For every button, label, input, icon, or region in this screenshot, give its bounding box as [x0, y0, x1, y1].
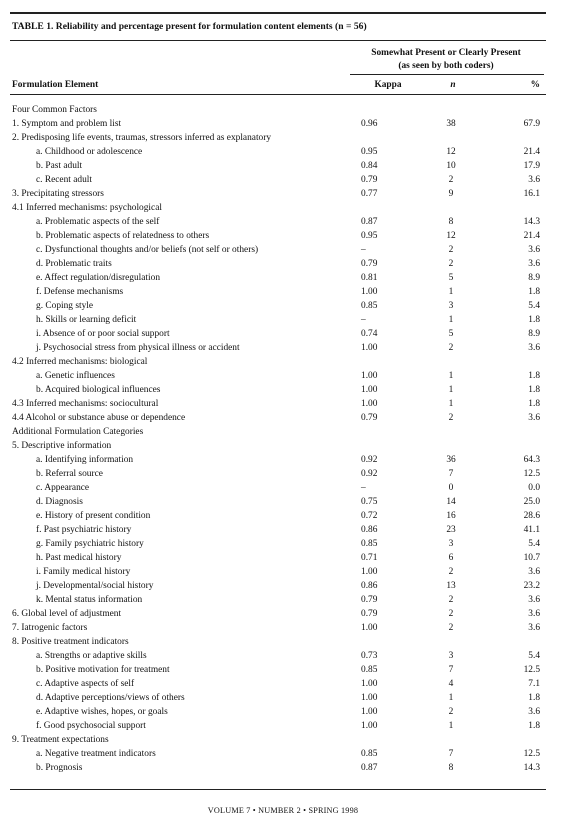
table-row: [10, 495, 546, 509]
row-label: 4.2 Inferred mechanisms: biological: [12, 357, 148, 367]
row-kappa: 0.79: [361, 595, 378, 605]
row-kappa: 0.86: [361, 581, 378, 591]
table-row: [10, 299, 546, 313]
table-title: TABLE 1. Reliability and percentage present for formulation content elements (n = 56): [12, 21, 367, 32]
table-row: [10, 537, 546, 551]
row-label: e. History of present condition: [36, 511, 151, 521]
row-percent: 23.2: [523, 581, 540, 591]
row-n: 6: [448, 553, 454, 563]
row-percent: 3.6: [528, 175, 540, 185]
row-label: 3. Precipitating stressors: [12, 189, 104, 199]
row-percent: 1.8: [528, 399, 540, 409]
row-percent: 67.9: [523, 119, 540, 129]
row-percent: 1.8: [528, 371, 540, 381]
row-n: 14: [446, 497, 456, 507]
row-label: f. Past psychiatric history: [36, 525, 132, 535]
row-kappa: 1.00: [361, 287, 378, 297]
span-header-line2: (as seen by both coders): [398, 60, 494, 71]
row-percent: 14.3: [523, 217, 540, 227]
row-percent: 1.8: [528, 315, 540, 325]
row-kappa: 0.71: [361, 553, 378, 563]
row-percent: 3.6: [528, 595, 540, 605]
table-container: [10, 12, 546, 790]
row-n: 1: [448, 721, 454, 731]
span-header-line1: Somewhat Present or Clearly Present: [371, 48, 521, 58]
row-kappa: 0.79: [361, 175, 378, 185]
bottom-rule: [10, 789, 546, 790]
row-percent: 5.4: [528, 651, 540, 661]
table-row: [10, 691, 546, 705]
row-kappa: 0.81: [361, 273, 378, 283]
table-row: [10, 551, 546, 565]
row-n: 5: [448, 273, 454, 283]
row-label: 4.3 Inferred mechanisms: sociocultural: [12, 399, 159, 409]
row-n: 36: [446, 455, 456, 465]
row-label: c. Adaptive aspects of self: [36, 679, 135, 689]
row-kappa: 0.85: [361, 301, 378, 311]
table-row: [10, 145, 546, 159]
row-kappa: –: [361, 245, 366, 255]
row-kappa: 1.00: [361, 567, 378, 577]
row-percent: 14.3: [523, 763, 540, 773]
row-label: b. Positive motivation for treatment: [36, 665, 170, 675]
row-n: 1: [448, 399, 454, 409]
row-label: 4.1 Inferred mechanisms: psychological: [12, 203, 162, 213]
table-row: [10, 313, 546, 327]
table-row: [10, 509, 546, 523]
row-percent: 16.1: [523, 189, 540, 199]
row-label: a. Negative treatment indicators: [36, 749, 156, 759]
row-kappa: 0.84: [361, 161, 378, 171]
row-label: j. Psychosocial stress from physical illness or accident: [36, 343, 240, 353]
row-label: e. Affect regulation/disregulation: [36, 273, 161, 283]
table-row: [10, 201, 546, 215]
row-kappa: 0.92: [361, 455, 378, 465]
table-row: [10, 425, 546, 439]
row-percent: 64.3: [523, 455, 540, 465]
row-label: b. Referral source: [36, 469, 103, 479]
row-percent: 7.1: [528, 679, 540, 689]
table-row: [10, 579, 546, 593]
row-percent: 0.0: [528, 483, 540, 493]
row-kappa: 1.00: [361, 371, 378, 381]
table-row: [10, 243, 546, 257]
row-kappa: 0.85: [361, 539, 378, 549]
row-kappa: 0.77: [361, 189, 378, 199]
row-percent: 3.6: [528, 259, 540, 269]
row-kappa: 0.75: [361, 497, 378, 507]
row-label: a. Identifying information: [36, 455, 134, 465]
row-kappa: 0.79: [361, 413, 378, 423]
row-percent: 3.6: [528, 707, 540, 717]
table-row: [10, 705, 546, 719]
row-label: a. Childhood or adolescence: [36, 147, 143, 157]
row-kappa: 0.96: [361, 119, 378, 129]
row-n: 38: [446, 119, 456, 129]
row-n: 12: [446, 231, 456, 241]
row-percent: 5.4: [528, 539, 540, 549]
row-label: f. Good psychosocial support: [36, 721, 146, 731]
row-kappa: –: [361, 315, 366, 325]
col-header-element: Formulation Element: [12, 80, 99, 90]
row-kappa: 0.87: [361, 217, 378, 227]
table-row: [10, 355, 546, 369]
row-n: 2: [448, 609, 454, 619]
row-label: b. Problematic aspects of relatedness to others: [36, 231, 210, 241]
row-n: 1: [448, 315, 454, 325]
row-n: 16: [446, 511, 456, 521]
table-row: [10, 159, 546, 173]
row-label: h. Skills or learning deficit: [36, 315, 137, 325]
row-n: 7: [448, 749, 454, 759]
row-percent: 12.5: [523, 749, 540, 759]
row-n: 3: [448, 539, 454, 549]
row-kappa: 0.85: [361, 749, 378, 759]
row-percent: 3.6: [528, 245, 540, 255]
row-n: 2: [448, 245, 454, 255]
table-body: [10, 95, 546, 775]
span-header-rule: [350, 74, 544, 75]
table-row: [10, 397, 546, 411]
row-percent: 1.8: [528, 287, 540, 297]
row-label: d. Adaptive perceptions/views of others: [36, 693, 185, 703]
row-label: 6. Global level of adjustment: [12, 609, 122, 619]
row-n: 9: [448, 189, 454, 199]
row-percent: 41.1: [523, 525, 540, 535]
row-n: 10: [446, 161, 456, 171]
row-label: 9. Treatment expectations: [12, 735, 109, 745]
table-row: [10, 327, 546, 341]
row-label: c. Recent adult: [36, 175, 92, 185]
row-kappa: 1.00: [361, 343, 378, 353]
table-row: [10, 103, 546, 117]
row-label: b. Acquired biological influences: [36, 385, 161, 395]
row-percent: 3.6: [528, 567, 540, 577]
row-kappa: 0.87: [361, 763, 378, 773]
row-label: g. Family psychiatric history: [36, 539, 144, 549]
row-percent: 17.9: [523, 161, 540, 171]
table-row: [10, 453, 546, 467]
row-label: a. Strengths or adaptive skills: [36, 651, 147, 661]
row-label: b. Prognosis: [36, 763, 83, 773]
col-header-percent: %: [530, 80, 540, 90]
row-label: j. Developmental/social history: [36, 581, 154, 591]
row-n: 4: [448, 679, 454, 689]
table-row: [10, 173, 546, 187]
table-row: [10, 649, 546, 663]
col-header-n: n: [450, 80, 456, 90]
row-n: 2: [448, 707, 454, 717]
row-kappa: 0.73: [361, 651, 378, 661]
row-kappa: 0.85: [361, 665, 378, 675]
table-row: [10, 117, 546, 131]
row-label: g. Coping style: [36, 301, 94, 311]
row-n: 7: [448, 469, 454, 479]
table-row: [10, 663, 546, 677]
table-row: [10, 607, 546, 621]
row-n: 0: [448, 483, 454, 493]
table-row: [10, 677, 546, 691]
row-percent: 3.6: [528, 623, 540, 633]
row-percent: 12.5: [523, 665, 540, 675]
row-n: 8: [448, 763, 454, 773]
row-kappa: 0.74: [361, 329, 378, 339]
row-label: i. Family medical history: [36, 567, 131, 577]
row-percent: 3.6: [528, 413, 540, 423]
row-kappa: 1.00: [361, 721, 378, 731]
row-n: 3: [448, 301, 454, 311]
row-n: 1: [448, 371, 454, 381]
row-kappa: 0.79: [361, 609, 378, 619]
table-row: [10, 271, 546, 285]
row-n: 2: [448, 567, 454, 577]
table-row: [10, 761, 546, 775]
span-header: [348, 47, 544, 72]
row-kappa: 0.79: [361, 259, 378, 269]
col-header-kappa: Kappa: [374, 80, 402, 90]
row-percent: 8.9: [528, 329, 540, 339]
column-header-row: [10, 80, 546, 94]
row-kappa: 0.86: [361, 525, 378, 535]
table-row: [10, 481, 546, 495]
row-percent: 5.4: [528, 301, 540, 311]
row-n: 23: [446, 525, 456, 535]
row-n: 12: [446, 147, 456, 157]
table-row: [10, 383, 546, 397]
table-row: [10, 565, 546, 579]
row-label: 2. Predisposing life events, traumas, stressors inferred as explanatory: [12, 133, 272, 143]
row-label: h. Past medical history: [36, 553, 122, 563]
table-row: [10, 229, 546, 243]
table-row: [10, 719, 546, 733]
row-label: d. Problematic traits: [36, 259, 112, 269]
row-percent: 10.7: [523, 553, 540, 563]
row-percent: 1.8: [528, 385, 540, 395]
table-row: [10, 187, 546, 201]
table-row: [10, 593, 546, 607]
table-row: [10, 285, 546, 299]
column-group-header: [10, 41, 546, 80]
row-label: 7. Iatrogenic factors: [12, 623, 88, 633]
row-n: 2: [448, 175, 454, 185]
row-label: 1. Symptom and problem list: [12, 119, 122, 129]
row-label: k. Mental status information: [36, 595, 143, 605]
row-label: c. Dysfunctional thoughts and/or beliefs (not self or others): [36, 245, 259, 255]
row-kappa: 1.00: [361, 679, 378, 689]
row-n: 2: [448, 413, 454, 423]
row-percent: 12.5: [523, 469, 540, 479]
row-n: 2: [448, 623, 454, 633]
row-percent: 8.9: [528, 273, 540, 283]
table-row: [10, 341, 546, 355]
row-percent: 28.6: [523, 511, 540, 521]
table-row: [10, 523, 546, 537]
row-percent: 21.4: [523, 147, 540, 157]
table-row: [10, 635, 546, 649]
row-percent: 3.6: [528, 343, 540, 353]
row-kappa: 1.00: [361, 385, 378, 395]
row-kappa: –: [361, 483, 366, 493]
row-label: 4.4 Alcohol or substance abuse or dependence: [12, 413, 186, 423]
row-kappa: 1.00: [361, 707, 378, 717]
table-row: [10, 733, 546, 747]
row-label: i. Absence of or poor social support: [36, 329, 170, 339]
row-label: f. Defense mechanisms: [36, 287, 124, 297]
row-n: 7: [448, 665, 454, 675]
table-row: [10, 467, 546, 481]
row-percent: 21.4: [523, 231, 540, 241]
row-label: Four Common Factors: [12, 105, 97, 115]
table-row: [10, 257, 546, 271]
row-label: a. Problematic aspects of the self: [36, 217, 160, 227]
row-percent: 1.8: [528, 721, 540, 731]
row-n: 8: [448, 217, 454, 227]
row-n: 1: [448, 287, 454, 297]
row-n: 1: [448, 385, 454, 395]
row-n: 13: [446, 581, 456, 591]
row-kappa: 1.00: [361, 623, 378, 633]
row-label: c. Appearance: [36, 483, 90, 493]
row-kappa: 0.95: [361, 147, 378, 157]
table-row: [10, 439, 546, 453]
row-percent: 1.8: [528, 693, 540, 703]
table-row: [10, 215, 546, 229]
row-kappa: 0.95: [361, 231, 378, 241]
row-kappa: 1.00: [361, 399, 378, 409]
table-row: [10, 411, 546, 425]
table-row: [10, 621, 546, 635]
row-percent: 3.6: [528, 609, 540, 619]
page-footer: VOLUME 7 • NUMBER 2 • SPRING 1998: [207, 806, 359, 815]
row-n: 2: [448, 259, 454, 269]
table-row: [10, 369, 546, 383]
table-row: [10, 131, 546, 145]
row-label: 8. Positive treatment indicators: [12, 637, 129, 647]
row-n: 3: [448, 651, 454, 661]
row-label: 5. Descriptive information: [12, 441, 112, 451]
row-label: Additional Formulation Categories: [12, 427, 144, 437]
row-n: 2: [448, 343, 454, 353]
row-label: b. Past adult: [36, 161, 83, 171]
row-n: 5: [448, 329, 454, 339]
row-label: e. Adaptive wishes, hopes, or goals: [36, 707, 168, 717]
row-label: d. Diagnosis: [36, 497, 83, 507]
row-kappa: 0.92: [361, 469, 378, 479]
row-kappa: 1.00: [361, 693, 378, 703]
row-label: a. Genetic influences: [36, 371, 115, 381]
table-row: [10, 747, 546, 761]
row-n: 2: [448, 595, 454, 605]
row-n: 1: [448, 693, 454, 703]
row-percent: 25.0: [523, 497, 540, 507]
row-kappa: 0.72: [361, 511, 378, 521]
